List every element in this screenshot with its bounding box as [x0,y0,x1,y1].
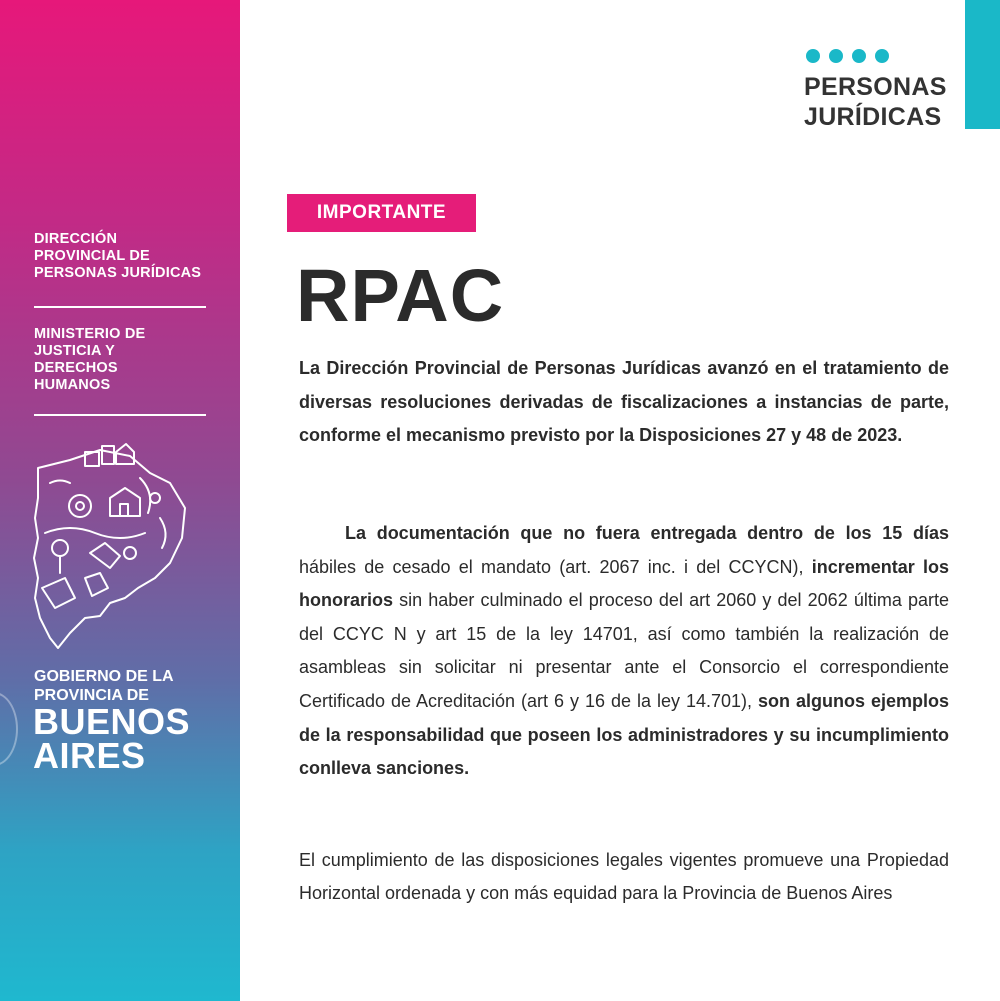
agency-name: DIRECCIÓN PROVINCIAL DE PERSONAS JURÍDICAS [34,231,202,281]
divider [34,306,206,308]
intro-paragraph: La Dirección Provincial de Personas Jurídicas avanzó en el tratamiento de diversas resoluciones derivadas de fiscalizaciones a instancias de parte, conforme el mecanismo previsto por la Disposiciones 27 y 48 de 2023. [299,358,949,446]
dot-icon [806,49,820,63]
province-name: BUENOS AIRES [33,701,191,776]
sidebar [0,0,240,1001]
divider [34,414,206,416]
corner-accent [965,0,1000,129]
brand-dots [806,49,889,63]
brand-logo: PERSONAS JURÍDICAS [804,73,947,131]
body-paragraph: La documentación que no fuera entregada dentro de los 15 días hábiles de cesado el mandato (art. 2067 inc. i del CCYCN), incrementar los honorarios sin haber culminado el proceso del art 2060 y del 2062 última parte del CCYC N y art 15 de la ley 14701, así como también la realización de asambleas sin solicitar ni presentar ante el Consorcio el correspondiente Certificado de Acreditación (art 6 y 16 de la ley 14.701), son algunos ejemplos de la responsabilidad que poseen los administradores y su incumplimiento conlleva sanciones. [299,523,949,779]
closing-paragraph: El cumplimiento de las disposiciones legales vigentes promueve una Propiedad Horizontal ordenada y con más equidad para la Provincia de Buenos Aires [299,850,949,903]
dot-icon [875,49,889,63]
government-label: GOBIERNO DE LA PROVINCIA DE [34,668,174,704]
ministry-name: MINISTERIO DE JUSTICIA Y DERECHOS HUMANOS [34,326,146,393]
page-title: RPAC [296,254,505,337]
dot-icon [829,49,843,63]
important-badge: IMPORTANTE [287,194,476,232]
dot-icon [852,49,866,63]
province-map-illustration [30,438,195,663]
